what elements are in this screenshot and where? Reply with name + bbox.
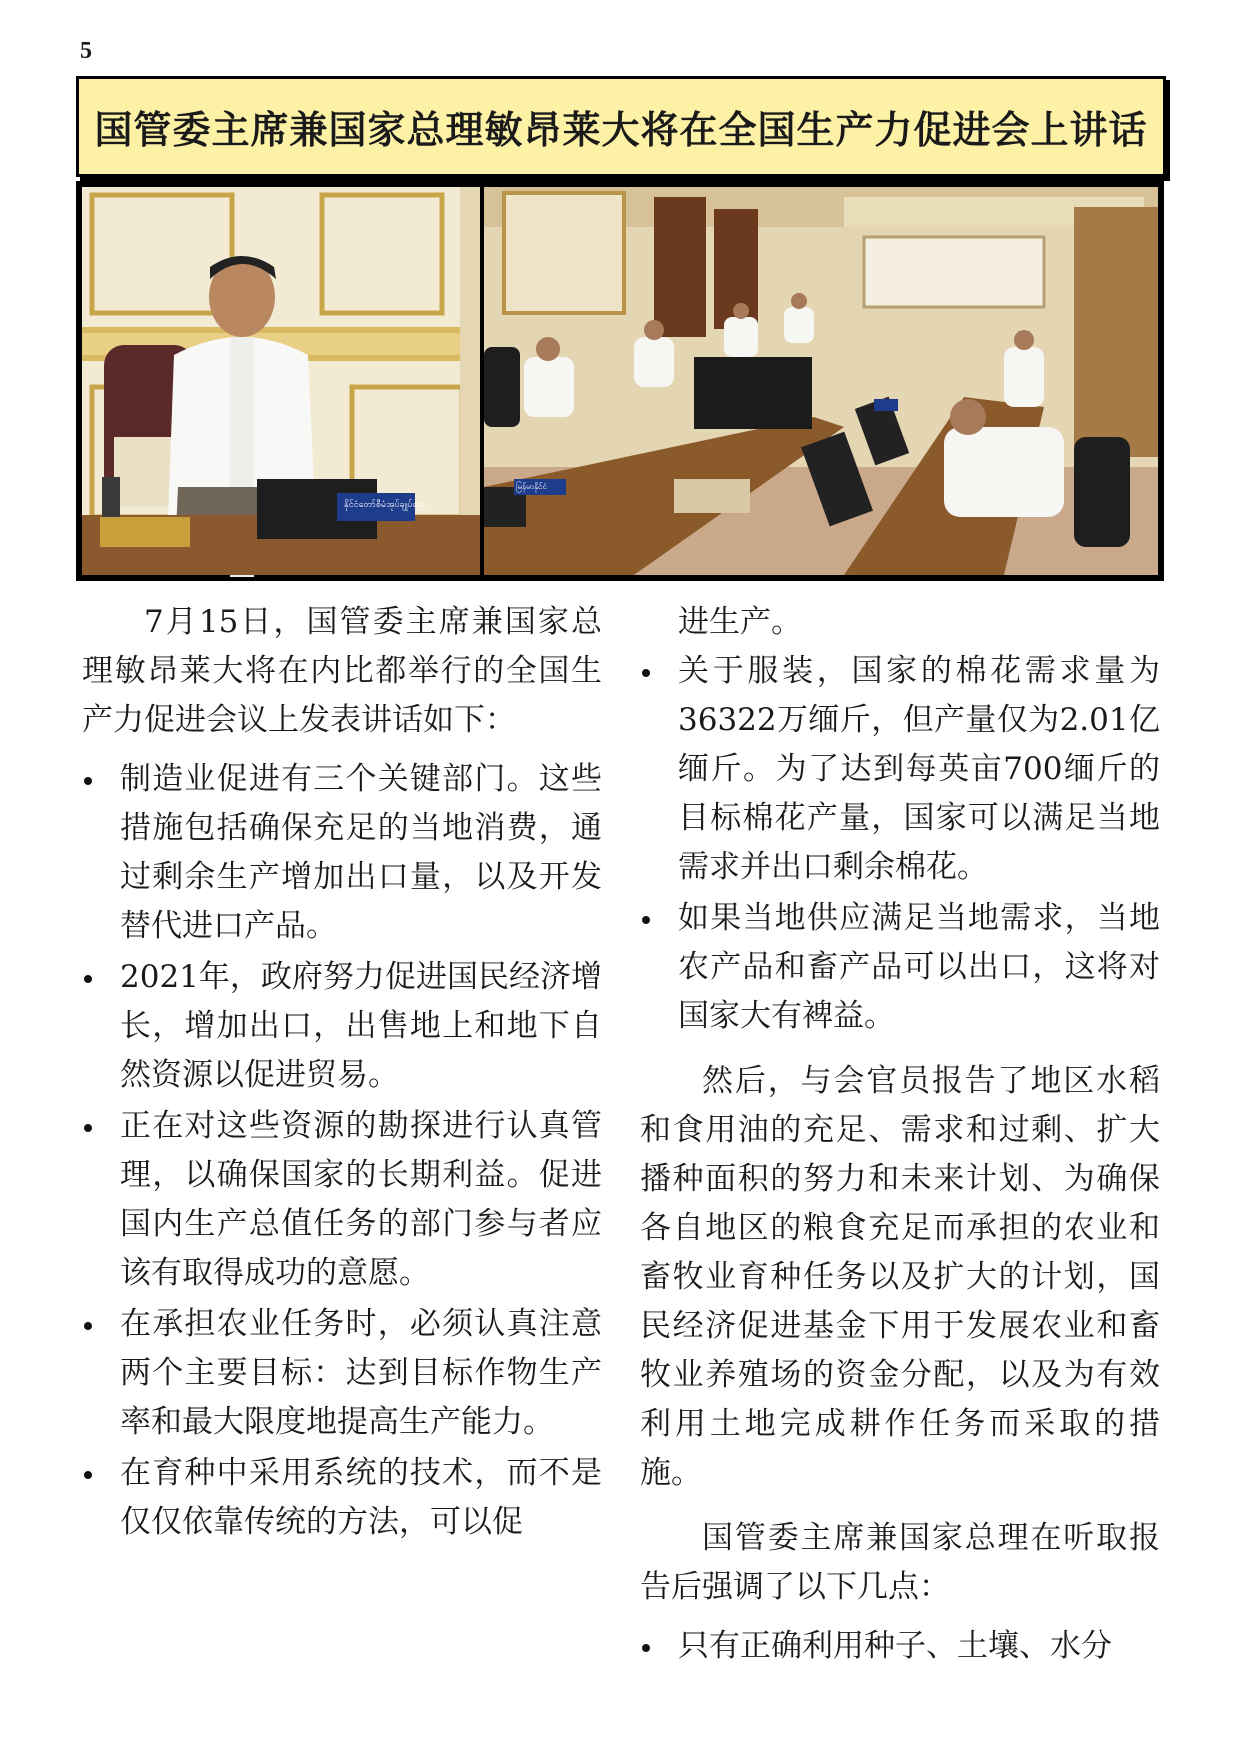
page-title: 国管委主席兼国家总理敏昂莱大将在全国生产力促进会上讲话: [94, 107, 1148, 152]
list-item: 只有正确利用种子、土壤、水分: [640, 1622, 1160, 1671]
list-item: 关于服装，国家的棉花需求量为36322万缅斤，但产量仅为2.01亿缅斤。为了达到每英亩700缅斤的目标棉花产量，国家可以满足当地需求并出口剩余棉花。: [640, 647, 1160, 892]
right-column: [640, 598, 1160, 1673]
left-bullet-list: [82, 755, 602, 1547]
left-column: [82, 598, 602, 1549]
photo-meeting-hall: [484, 187, 1158, 575]
photo-strip: [76, 181, 1164, 581]
bullet-icon: [84, 975, 92, 983]
meeting-hall-illustration: [484, 187, 1158, 575]
continuation-text: 进生产。: [678, 604, 802, 640]
bullet-icon: [642, 1644, 650, 1652]
bullet-icon: [642, 669, 650, 677]
right-bullet-list: [640, 647, 1160, 1041]
bullet-icon: [642, 916, 650, 924]
bullet-icon: [84, 777, 92, 785]
list-item: 在育种中采用系统的技术，而不是仅仅依靠传统的方法，可以促: [82, 1449, 602, 1547]
nameplate-left: နိုင်ငံတော်စီမံအုပ်ချုပ်ရေး: [344, 500, 425, 510]
emphasis-paragraph: 国管委主席兼国家总理在听取报告后强调了以下几点：: [640, 1520, 1160, 1605]
title-banner: [76, 76, 1166, 177]
list-item: 在承担农业任务时，必须认真注意两个主要目标：达到目标作物生产率和最大限度地提高生产能力。: [82, 1300, 602, 1447]
report-paragraph: 然后，与会官员报告了地区水稻和食用油的充足、需求和过剩、扩大播种面积的努力和未来计划、为确保各自地区的粮食充足而承担的农业和畜牧业育种任务以及扩大的计划，国民经济促进基金下用于发展农业和畜牧业养殖场的资金分配，以及为有效利用土地完成耕作任务而采取的措施。: [640, 1063, 1160, 1491]
intro-paragraph: 7月15日，国管委主席兼国家总理敏昂莱大将在内比都举行的全国生产力促进会议上发表讲话如下：: [82, 604, 602, 738]
nameplate-right: မြန်မာနိုင်ငံ: [516, 482, 547, 491]
speaker-illustration: [82, 187, 480, 575]
bullet-icon: [84, 1322, 92, 1330]
bullet-icon: [84, 1471, 92, 1479]
photo-speaker: [82, 187, 480, 575]
bullet-icon: [84, 1124, 92, 1132]
list-item: 如果当地供应满足当地需求，当地农产品和畜产品可以出口，这将对国家大有裨益。: [640, 894, 1160, 1041]
list-item: 2021年，政府努力促进国民经济增长，增加出口，出售地上和地下自然资源以促进贸易。: [82, 953, 602, 1100]
list-item: 制造业促进有三个关键部门。这些措施包括确保充足的当地消费，通过剩余生产增加出口量，以及开发替代进口产品。: [82, 755, 602, 951]
right-bullet-list-2: [640, 1622, 1160, 1671]
list-item: 正在对这些资源的勘探进行认真管理，以确保国家的长期利益。促进国内生产总值任务的部门参与者应该有取得成功的意愿。: [82, 1102, 602, 1298]
page-number: 5: [80, 38, 92, 64]
